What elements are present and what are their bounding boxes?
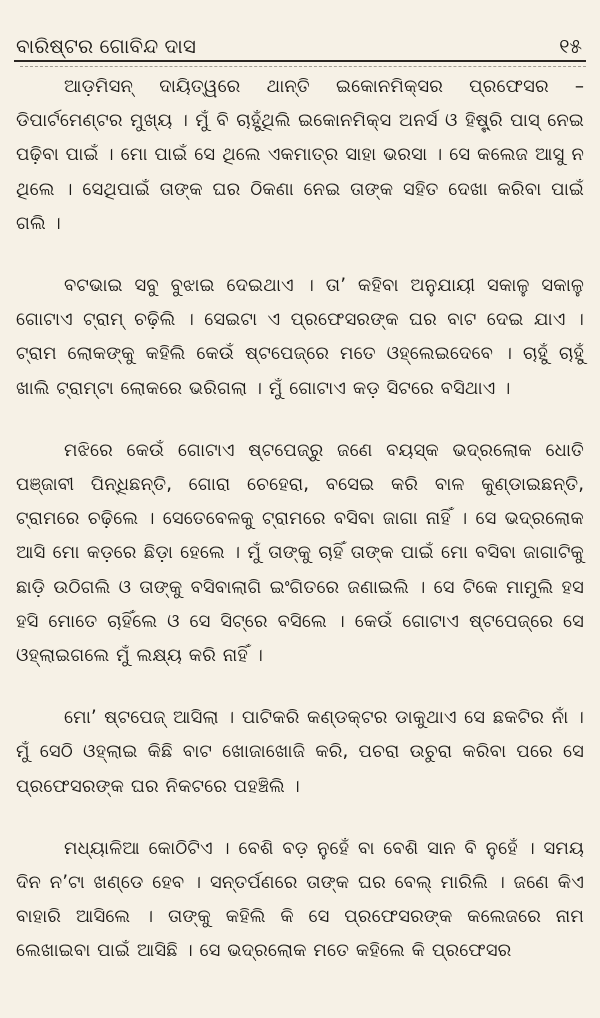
paragraph-2: ବଟଭାଇ ସବୁ ବୁଝାଇ ଦେଇଥାଏ । ତା’ କହିବା ଅନୁଯାୟୀ ସକାଳୁ ସକାଳୁ ଗୋଟାଏ ଟ୍ରାମ୍ ଚଢ଼ିଲି । ସେଇଟା ଏ ପ୍ରଫେସରଙ୍କ ଘର ବାଟ ଦେଇ ଯାଏ । ଟ୍ରାମ ଲୋକଙ୍କୁ କହିଲି କେଉଁ ଷ୍ଟପେଜ୍‌ରେ ମତେ ଓହ୍ଲେଇଦେବେ । ଚାହୁଁ ଚାହୁଁ ଖାଲି ଟ୍ରାମ୍‌ଟା ଲୋକରେ ଭରିଗଲା । ମୁଁ ଗୋଟାଏ କଡ଼ ସିଟରେ ବସିଥାଏ । xyxy=(16,275,584,399)
page-header xyxy=(14,22,586,56)
paragraph-1: ଆଡ଼ମିସନ୍ ଦାୟିତ୍ୱରେ ଥାନ୍ତି ଇକୋନମିକ୍ସର ପ୍ରଫେସର – ଡିପାର୍ଟମେଣ୍ଟର ମୁଖ୍ୟ । ମୁଁ ବି ଚାହୁଁଥିଲି ଇକୋନମିକ୍ସ ଅନର୍ସ ଓ ହିଷ୍ଟ୍ରି ପାସ୍ ନେଇ ପଢ଼ିବା ପାଇଁ । ମୋ ପାଇଁ ସେ ଥିଲେ ଏକମାତ୍ର ସାହା ଭରସା । ସେ କଲେଜ ଆସୁ ନ ଥିଲେ । ସେଥିପାଇଁ ତାଙ୍କ ଘର ଠିକଣା ନେଇ ତାଙ୍କ ସହିତ ଦେଖା କରିବା ପାଇଁ ଗଲି । xyxy=(16,76,584,234)
paragraph-4: ମୋ’ ଷ୍ଟପେଜ୍ ଆସିଲା । ପାଟିକରି କଣ୍ଡକ୍ଟର ଡାକୁଥାଏ ସେ ଛକଟିର ନାଁ । ମୁଁ ସେଠି ଓହ୍ଲାଇ କିଛି ବାଟ ଖୋଜାଖୋଜି କରି, ପଚରା ଉଚୁରା କରିବା ପରେ ସେ ପ୍ରଫେସରଙ୍କ ଘର ନିକଟରେ ପହଞ୍ଚିଲି । xyxy=(16,707,584,797)
body-text xyxy=(14,70,586,969)
paragraph-3: ମଝିରେ କେଉଁ ଗୋଟାଏ ଷ୍ଟପେଜ୍‌ରୁ ଜଣେ ବୟସ୍କ ଭଦ୍ରଲୋକ ଧୋତି ପଞ୍ଜାବୀ ପିନ୍ଧିଛନ୍ତି, ଗୋରା ଚେହେରା, ବସେଇ କରି ବାଳ କୁଣ୍ଡାଇଛନ୍ତି, ଟ୍ରାମରେ ଚଢ଼ିଲେ । ସେତେବେଳକୁ ଟ୍ରାମରେ ବସିବା ଜାଗା ନାହିଁ । ସେ ଭଦ୍ରଲୋକ ଆସି ମୋ କଡ଼ରେ ଛିଡ଼ା ହେଲେ । ମୁଁ ତାଙ୍କୁ ଚାହିଁ ତାଙ୍କ ପାଇଁ ମୋ ବସିବା ଜାଗାଟିକୁ ଛାଡ଼ି ଉଠିଗଲି ଓ ତାଙ୍କୁ ବସିବାଲାଗି ଇଂଗିତରେ ଜଣାଇଲି । ସେ ଟିକେ ମାମୁଲି ହସ ହସି ମୋତେ ଚାହିଁଲେ ଓ ସେ ସିଟ୍‌ରେ ବସିଲେ । କେଉଁ ଗୋଟାଏ ଷ୍ଟପେଜ୍‌ରେ ସେ ଓହ୍ଲାଇଗଲେ ମୁଁ ଲକ୍ଷ୍ୟ କରି ନାହିଁ । xyxy=(16,439,584,667)
running-title: ବାରିଷ୍ଟର ଗୋବିନ୍ଦ ଦାସ xyxy=(16,34,196,58)
header-rule xyxy=(14,60,586,62)
page-number: ୧୫ xyxy=(559,34,582,58)
paragraph-5: ମଧ୍ୟାଳିଆ କୋଠିଟିଏ । ବେଶି ବଡ଼ ନୁହେଁ ବା ବେଶି ସାନ ବି ନୁହେଁ । ସମୟ ଦିନ ନ’ଟା ଖଣ୍ଡେ ହେବ । ସନ୍ତର୍ପଣରେ ତାଙ୍କ ଘର ବେଲ୍ ମାରିଲି । ଜଣେ କିଏ ବାହାରି ଆସିଲେ । ତାଙ୍କୁ କହିଲି କି ସେ ପ୍ରଫେସରଙ୍କ କଲେଜରେ ନାମ ଲେଖାଇବା ପାଇଁ ଆସିଛି । ସେ ଭଦ୍ରଲୋକ ମତେ କହିଲେ କି ପ୍ରଫେସର xyxy=(16,837,584,962)
